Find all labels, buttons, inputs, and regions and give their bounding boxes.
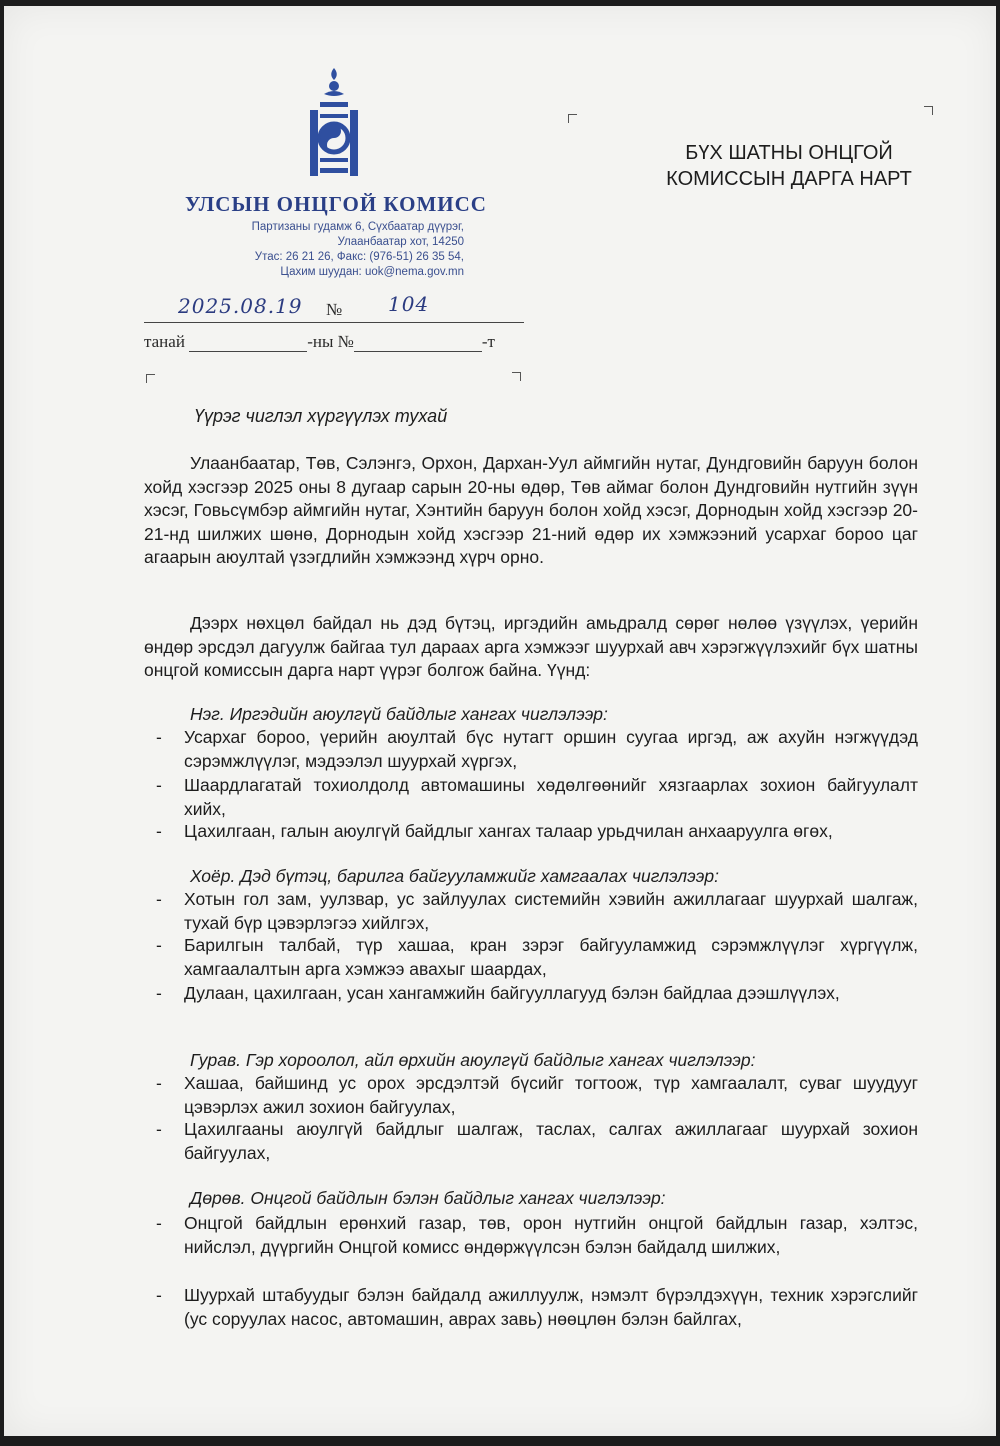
address-line: Партизаны гудамж 6, Сүхбаатар дүүрэг, bbox=[251, 221, 464, 233]
list-item: - Барилгын талбай, түр хашаа, кран зэрэг байгууламжид сэрэмжлүүлэг хүргүүлж, хамгаалалтын арга хэмжээ авахыг шаардах, bbox=[156, 935, 918, 979]
subject-corner-mark bbox=[146, 374, 155, 383]
reply-suffix: -т bbox=[481, 332, 495, 351]
address-corner-mark bbox=[924, 106, 933, 115]
body-paragraph: Улаанбаатар, Төв, Сэлэнгэ, Орхон, Дархан-Уул аймгийн нутаг, Дундговийн баруун болон хойд хэсгээр 2025 оны 8 дугаар сарын 20-ны өдөр, Төв аймаг болон Дундговийн нутгийн зүүн хэсэг, Говьсүмбэр аймгийн нутаг, Хэнтийн баруун болон хойд хэсэг, Дорнодын хойд хэсгээр 20-21-нд шилжих шөнө, Дорнодын хойд хэсгээр 21-ний өдөр их хэмжээний усархаг бороо цаг агаарын аюултай үзэгдлийн хэмжээнд хүрч орно. bbox=[144, 453, 918, 568]
number-label: № bbox=[326, 300, 343, 319]
list-item: - Хашаа, байшинд ус орох эрсдэлтэй бүсийг тогтоож, түр хамгаалалт, суваг шуудууг цэвэрлэх ажил зохион байгуулах, bbox=[156, 1073, 918, 1117]
reply-prefix: танай bbox=[144, 332, 185, 351]
handwritten-date: 2025.08.19 bbox=[178, 294, 303, 318]
recipient-line: КОМИССЫН ДАРГА НАРТ bbox=[666, 168, 912, 190]
address-corner-mark bbox=[568, 114, 577, 123]
address-line: Улаанбаатар хот, 14250 bbox=[337, 236, 464, 248]
reply-number-blank bbox=[354, 335, 482, 352]
recipient-line: БҮХ ШАТНЫ ОНЦГОЙ bbox=[685, 142, 893, 164]
body-paragraph: Дээрх нөхцөл байдал нь дэд бүтэц, иргэдийн амьдралд сөрөг нөлөө үзүүлэх, үерийн өндөр эрсдэл дагуулж байгаа тул дараах арга хэмжээг шуурхай авч хэрэгжүүлэхийг бүх шатны онцгой комиссын дарга нарт үүрэг болгож байна. Үүнд: bbox=[144, 613, 918, 681]
list-item: - Шуурхай штабуудыг бэлэн байдалд ажиллуулж, нэмэлт бүрэлдэхүүн, техник хэрэгслийг (ус соруулах насос, автомашин, аврах завь) нөөцлөн бэлэн байлгах, bbox=[156, 1285, 918, 1329]
address-line: Утас: 26 21 26, Факс: (976-51) 26 35 54, bbox=[254, 251, 464, 263]
handwritten-number: 104 bbox=[388, 292, 430, 316]
list-item: - Цахилгааны аюулгүй байдлыг шалгаж, таслах, салгах ажиллагааг шуурхай зохион байгуулах, bbox=[156, 1119, 918, 1163]
date-number-line bbox=[144, 292, 524, 323]
list-item: - Шаардлагатай тохиолдолд автомашины хөдөлгөөнийг хязгаарлах зохион байгуулалт хийх, bbox=[156, 775, 918, 819]
subject-corner-mark bbox=[512, 372, 521, 381]
reply-mid: -ны № bbox=[307, 332, 354, 351]
section-heading: Хоёр. Дэд бүтэц, барилга байгууламжийг хамгаалах чиглэлээр: bbox=[190, 866, 719, 886]
list-item: - Дулаан, цахилгаан, усан хангамжийн байгууллагууд бэлэн байдлаа дээшлүүлэх, bbox=[156, 983, 840, 1003]
letterhead-address bbox=[194, 220, 464, 280]
list-item: - Цахилгаан, галын аюулгүй байдлыг хангах талаар урьдчилан анхааруулга өгөх, bbox=[156, 821, 833, 841]
recipient-block bbox=[644, 140, 934, 192]
letter-subject: Үүрэг чиглэл хүргүүлэх тухай bbox=[194, 406, 448, 426]
document-page bbox=[4, 6, 996, 1436]
reply-reference-line bbox=[144, 332, 495, 352]
reply-date-blank bbox=[189, 335, 307, 352]
organization-name: УЛСЫН ОНЦГОЙ КОМИСС bbox=[185, 192, 487, 216]
section-heading: Гурав. Гэр хороолол, айл өрхийн аюулгүй байдлыг хангах чиглэлээр: bbox=[190, 1050, 756, 1070]
section-heading: Нэг. Иргэдийн аюулгүй байдлыг хангах чиглэлээр: bbox=[190, 704, 608, 724]
list-item: - Онцгой байдлын ерөнхий газар, төв, орон нутгийн онцгой байдлын газар, хэлтэс, нийслэл, дүүргийн Онцгой комисс өндөржүүлсэн бэлэн байдалд шилжих, bbox=[156, 1213, 918, 1257]
list-item: - Хотын гол зам, уулзвар, ус зайлуулах системийн хэвийн ажиллагааг шуурхай шалгаж, тухай бүр цэвэрлэгээ хийлгэх, bbox=[156, 889, 918, 933]
address-line: Цахим шуудан: uok@nema.gov.mn bbox=[280, 266, 464, 278]
state-emblem-icon bbox=[302, 66, 366, 182]
list-item: - Усархаг бороо, үерийн аюултай бүс нутагт оршин суугаа иргэд, аж ахуйн нэгжүүдэд сэрэмжлүүлэг, мэдээлэл шуурхай хүргэх, bbox=[156, 727, 918, 771]
section-heading: Дөрөв. Онцгой байдлын бэлэн байдлыг хангах чиглэлээр: bbox=[190, 1188, 666, 1208]
